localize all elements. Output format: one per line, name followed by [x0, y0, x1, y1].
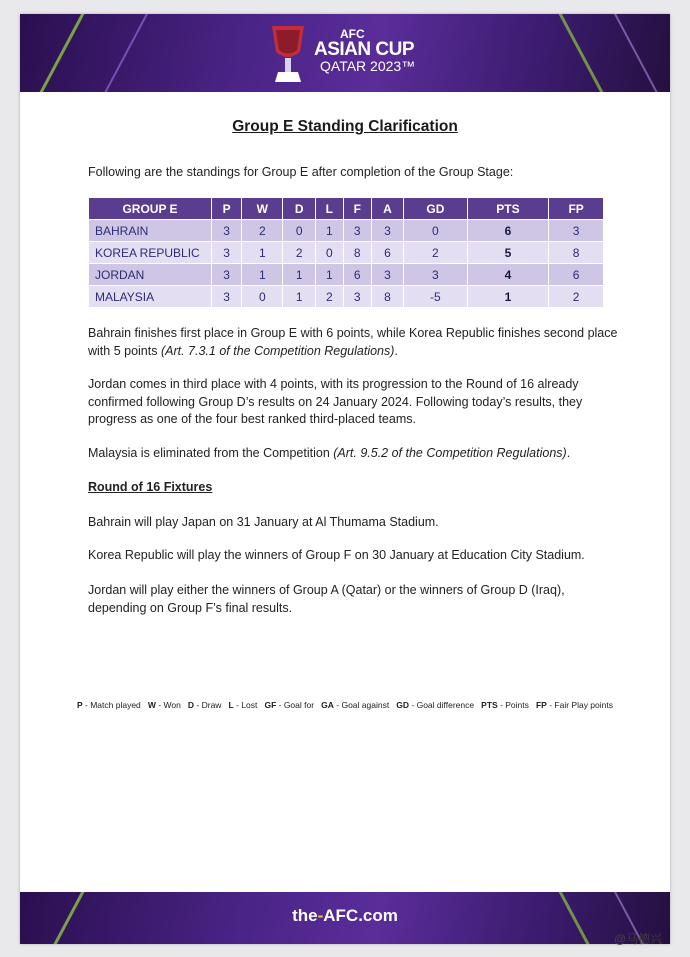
bahrain-korea-paragraph — [88, 325, 618, 360]
table-header-cell: W — [242, 198, 283, 220]
table-cell: 0 — [283, 220, 315, 242]
team-name-cell: BAHRAIN — [89, 220, 212, 242]
table-cell: 6 — [343, 264, 371, 286]
table-cell: 1 — [283, 286, 315, 308]
document-title: Group E Standing Clarification — [232, 118, 458, 135]
legend-abbr: PTS — [481, 700, 498, 710]
afc-asian-cup-logo — [268, 22, 428, 86]
table-header-cell: D — [283, 198, 315, 220]
points-cell: 6 — [467, 220, 549, 242]
table-cell: 3 — [371, 220, 403, 242]
table-cell: 3 — [371, 264, 403, 286]
footer-website-link[interactable] — [20, 906, 670, 926]
paragraph-end: . — [566, 446, 571, 460]
fixture-bahrain: Bahrain will play Japan on 31 January at Al Thumama Stadium. — [88, 515, 439, 529]
points-cell: 1 — [467, 286, 549, 308]
table-row — [89, 220, 604, 242]
trophy-icon — [268, 22, 308, 86]
table-cell: 2 — [404, 242, 468, 264]
table-cell: 2 — [315, 286, 343, 308]
decorative-streak — [552, 14, 611, 92]
table-cell: 3 — [343, 220, 371, 242]
table-header-cell: F — [343, 198, 371, 220]
table-header-cell: L — [315, 198, 343, 220]
team-name-cell: MALAYSIA — [89, 286, 212, 308]
table-cell: 3 — [212, 242, 242, 264]
paragraph-text: Bahrain finishes first place in Group E with 6 points, while Korea Republic finishes second place with 5 points — [88, 326, 618, 358]
table-cell: 3 — [343, 286, 371, 308]
paragraph-text: Malaysia is eliminated from the Competition — [88, 446, 334, 460]
table-cell: 6 — [549, 264, 604, 286]
decorative-streak — [102, 14, 160, 92]
legend-text: - Match played — [82, 700, 141, 710]
table-row — [89, 242, 604, 264]
legend-abbr: GA — [321, 700, 334, 710]
legend-abbr: GF — [264, 700, 277, 710]
table-header-cell: GD — [404, 198, 468, 220]
table-cell: 3 — [549, 220, 604, 242]
logo-qatar-text: QATAR 2023™ — [320, 58, 416, 74]
legend-text: - Points — [497, 700, 529, 710]
table-cell: 2 — [283, 242, 315, 264]
table-header-cell: FP — [549, 198, 604, 220]
table-cell: 1 — [242, 242, 283, 264]
logo-afc-text: AFC — [340, 27, 365, 41]
intro-paragraph: Following are the standings for Group E after completion of the Group Stage: — [88, 165, 514, 179]
legend-abbr: L — [228, 700, 234, 710]
site-part: AFC.com — [323, 906, 398, 925]
table-row — [89, 264, 604, 286]
legend-abbr: GD — [396, 700, 410, 710]
team-name-cell: KOREA REPUBLIC — [89, 242, 212, 264]
table-cell: -5 — [404, 286, 468, 308]
fixture-jordan: Jordan will play either the winners of Group A (Qatar) or the winners of Group D (Iraq), depending on Group F’s final results. — [88, 583, 565, 615]
table-cell: 8 — [549, 242, 604, 264]
table-cell: 2 — [549, 286, 604, 308]
table-cell: 6 — [371, 242, 403, 264]
footer-banner — [20, 892, 670, 944]
table-header-cell: A — [371, 198, 403, 220]
table-header-cell: GROUP E — [89, 198, 212, 220]
legend-text: - Goal difference — [409, 700, 475, 710]
legend-text: - Draw — [194, 700, 222, 710]
regulation-reference: (Art. 9.5.2 of the Competition Regulations) — [333, 446, 567, 460]
table-cell: 0 — [404, 220, 468, 242]
legend-text: - Won — [155, 700, 181, 710]
abbreviation-legend — [20, 700, 670, 710]
table-header-cell: PTS — [467, 198, 549, 220]
points-cell: 4 — [467, 264, 549, 286]
table-cell: 3 — [212, 220, 242, 242]
regulation-reference: (Art. 7.3.1 of the Competition Regulations) — [160, 343, 395, 358]
standings-table — [88, 197, 604, 308]
jordan-paragraph: Jordan comes in third place with 4 points, with its progression to the Round of 16 already confirmed following Group D’s results on 24 January 2024. Following today’s results, they progress as one of the four best ranked third-placed teams. — [88, 377, 583, 426]
table-cell: 3 — [212, 286, 242, 308]
legend-abbr: P — [77, 700, 83, 710]
decorative-streak — [602, 14, 660, 92]
table-cell: 8 — [371, 286, 403, 308]
table-cell: 3 — [404, 264, 468, 286]
table-cell: 1 — [283, 264, 315, 286]
decorative-streak — [32, 14, 91, 92]
weibo-watermark: @马德兴 — [614, 932, 663, 946]
legend-abbr: FP — [535, 700, 547, 710]
table-cell: 2 — [242, 220, 283, 242]
table-cell: 3 — [212, 264, 242, 286]
table-cell: 0 — [242, 286, 283, 308]
points-cell: 5 — [467, 242, 549, 264]
team-name-cell: JORDAN — [89, 264, 212, 286]
table-header-row — [89, 198, 604, 220]
table-cell: 1 — [315, 220, 343, 242]
legend-text: - Goal for — [276, 700, 315, 710]
legend-abbr: D — [187, 700, 195, 710]
paragraph-end: . — [394, 343, 398, 358]
header-banner — [20, 14, 670, 92]
logo-cup-text: ASIAN CUP — [314, 39, 415, 60]
legend-text: - Lost — [233, 700, 258, 710]
fixture-korea: Korea Republic will play the winners of Group F on 30 January at Education City Stadium. — [88, 548, 585, 562]
fixtures-heading: Round of 16 Fixtures — [88, 480, 213, 494]
table-cell: 0 — [315, 242, 343, 264]
document-page — [20, 14, 670, 944]
legend-abbr: W — [147, 700, 156, 710]
malaysia-paragraph — [88, 445, 618, 463]
table-row — [89, 286, 604, 308]
site-dash: - — [317, 906, 324, 925]
site-part: the — [292, 906, 318, 925]
table-cell: 1 — [242, 264, 283, 286]
legend-text: - Goal against — [333, 700, 390, 710]
table-header-cell: P — [212, 198, 242, 220]
table-cell: 1 — [315, 264, 343, 286]
legend-text: - Fair Play points — [546, 700, 613, 710]
table-cell: 8 — [343, 242, 371, 264]
